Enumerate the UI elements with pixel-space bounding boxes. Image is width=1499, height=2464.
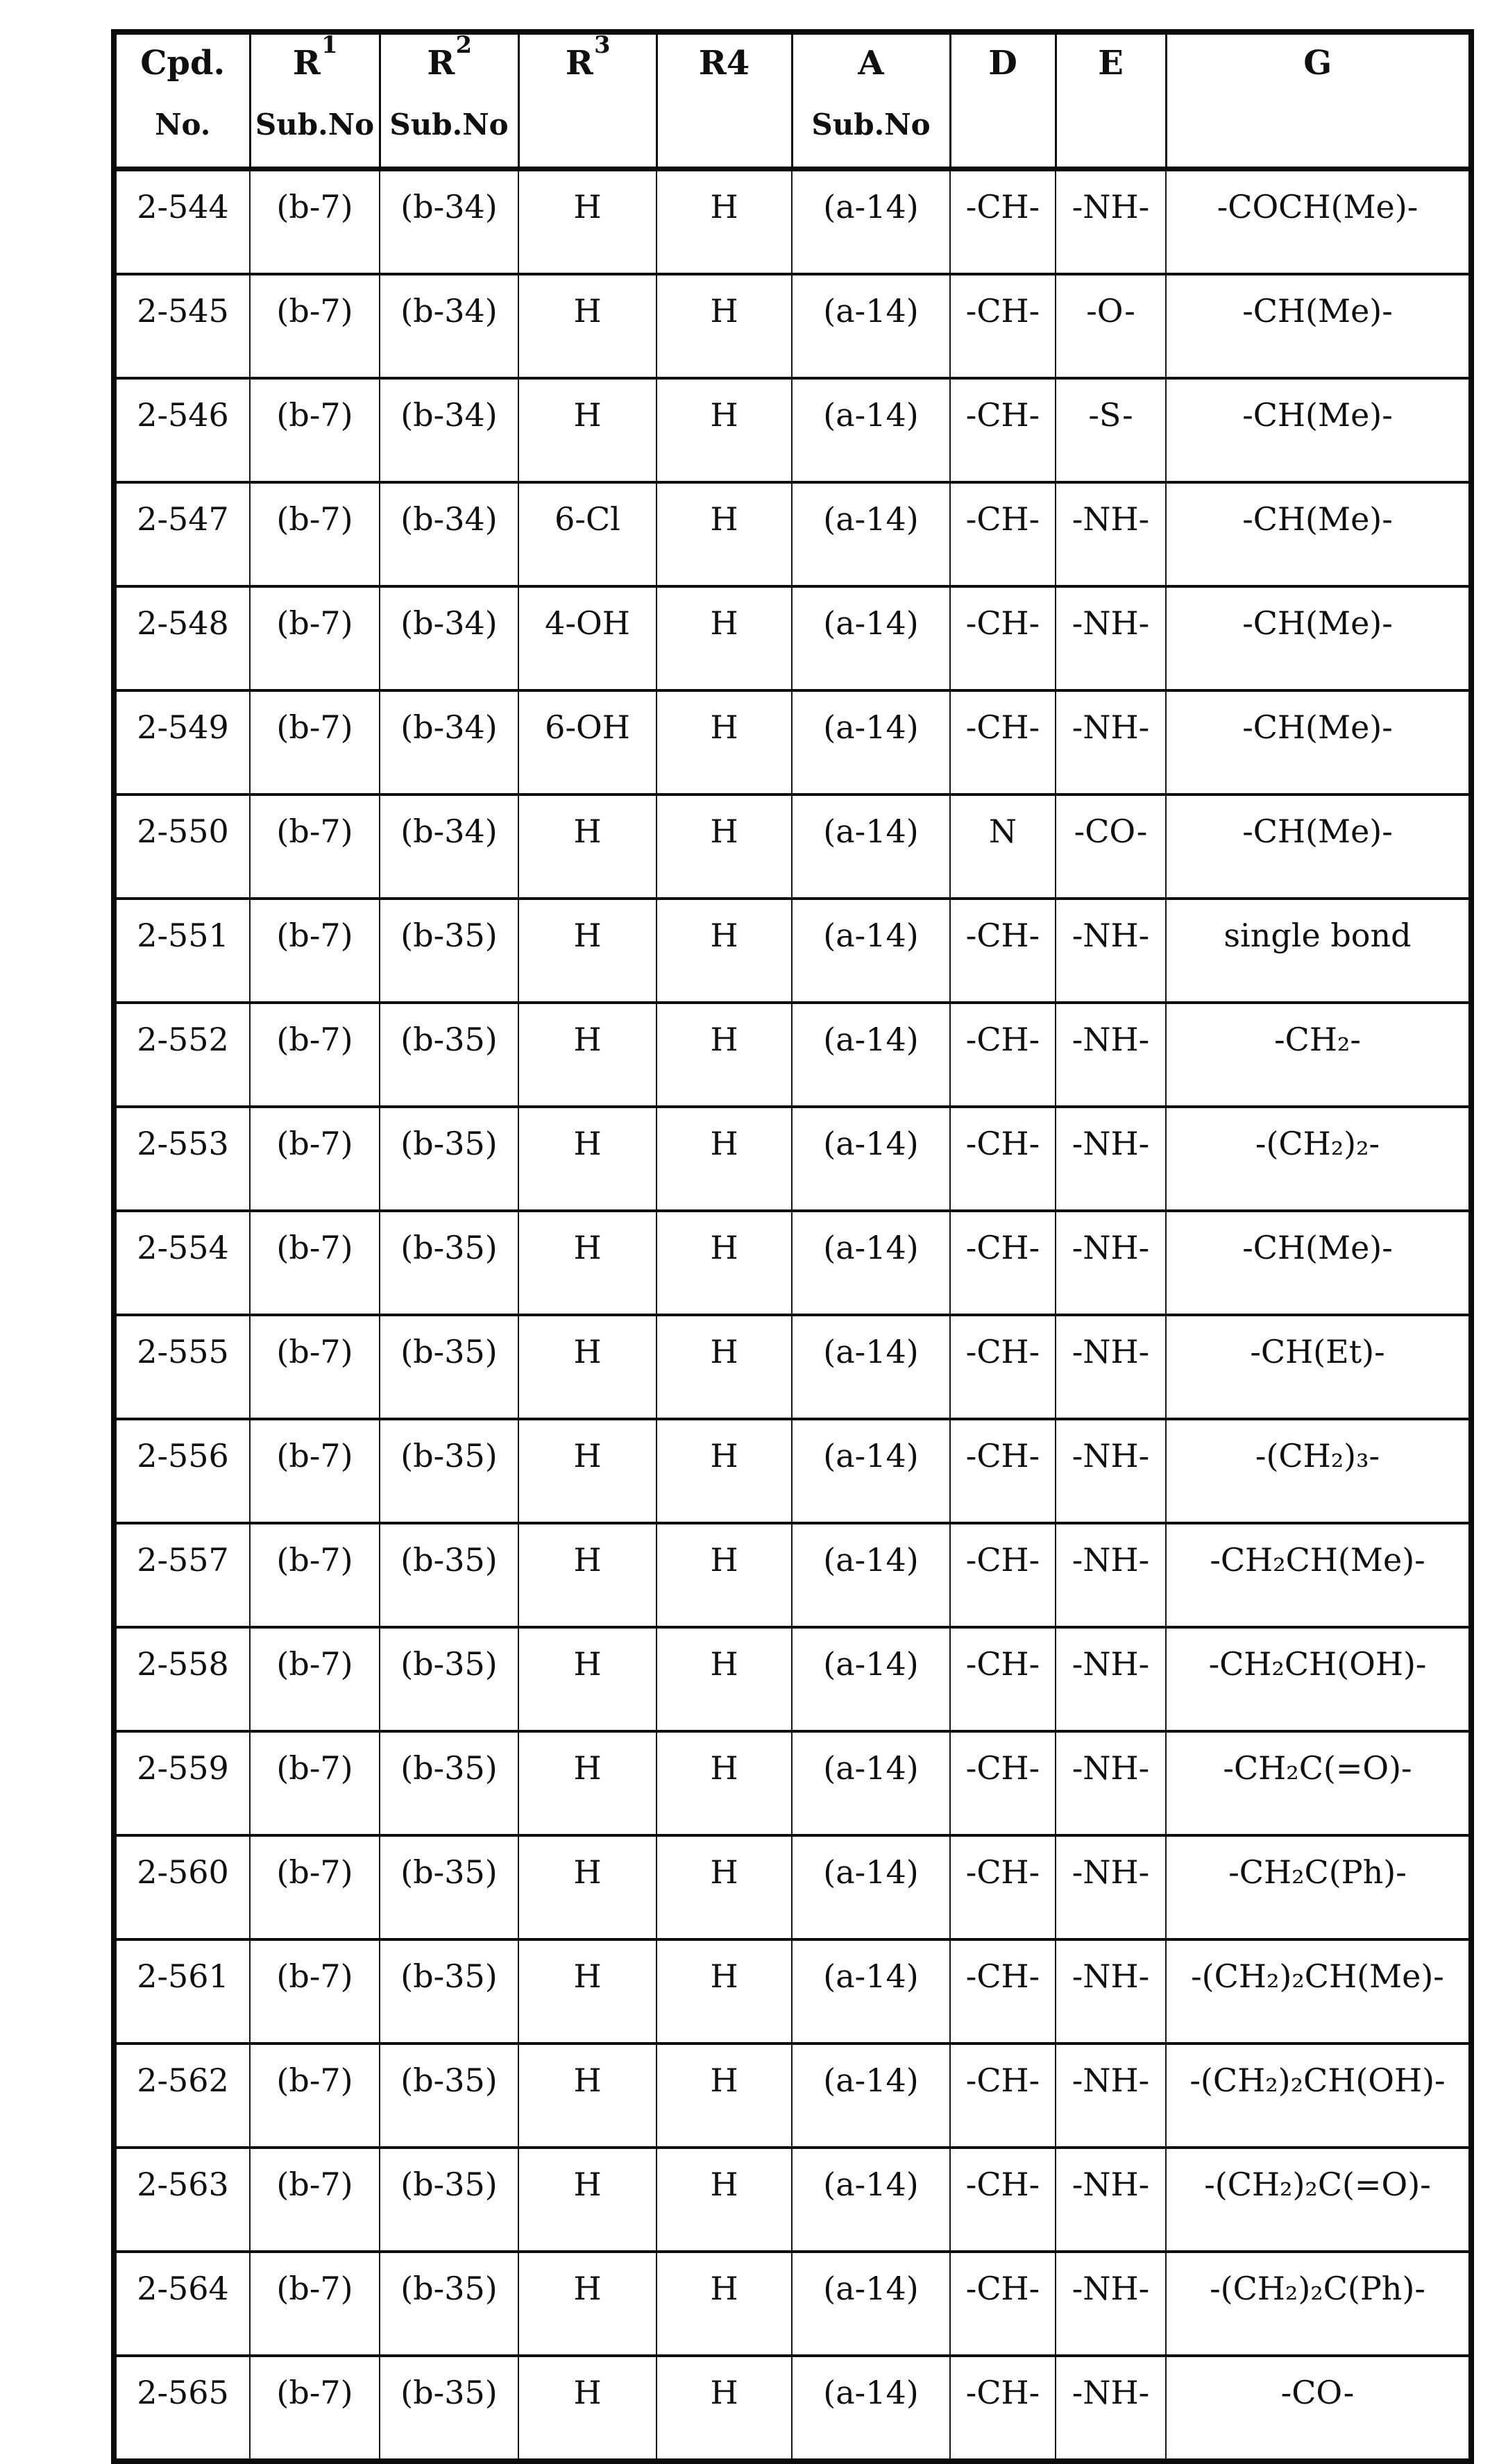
cell-a: (a-14) (792, 1731, 950, 1835)
cell-r4: H (657, 2044, 792, 2148)
header-r2-sublabel: Sub.No (389, 108, 509, 142)
cell-a: (a-14) (792, 1835, 950, 1939)
cell-r3: H (518, 274, 657, 378)
col-header-r3 (518, 32, 657, 169)
cell-d: -CH- (950, 1627, 1056, 1731)
cell-a: (a-14) (792, 1107, 950, 1211)
table-row (114, 1211, 1471, 1315)
cell-r2: (b-34) (380, 795, 518, 899)
cell-g: -CH(Me)- (1166, 378, 1471, 482)
cell-r2: (b-35) (380, 2148, 518, 2252)
cell-r3: H (518, 1835, 657, 1939)
table-row (114, 899, 1471, 1003)
cell-r3: H (518, 1315, 657, 1419)
cell-e: -NH- (1056, 899, 1166, 1003)
col-header-r1 (250, 32, 380, 169)
cell-g: -CH(Me)- (1166, 586, 1471, 690)
cell-e: -NH- (1056, 1835, 1166, 1939)
header-a-sublabel: Sub.No (811, 108, 931, 142)
cell-a: (a-14) (792, 378, 950, 482)
cell-r4: H (657, 1211, 792, 1315)
cell-a: (a-14) (792, 899, 950, 1003)
cell-r1: (b-7) (250, 1107, 380, 1211)
header-r2-label: $R^2$ (427, 30, 472, 83)
cell-a: (a-14) (792, 690, 950, 795)
col-header-g (1166, 32, 1471, 169)
cell-r4: H (657, 1939, 792, 2044)
cell-r3: H (518, 1627, 657, 1731)
col-header-d (950, 32, 1056, 169)
table-row (114, 690, 1471, 795)
cell-cpd-no: 2-565 (114, 2356, 250, 2461)
table-row (114, 1835, 1471, 1939)
cell-e: -NH- (1056, 2252, 1166, 2356)
cell-r4: H (657, 378, 792, 482)
cell-d: -CH- (950, 2252, 1056, 2356)
cell-r2: (b-34) (380, 169, 518, 275)
cell-a: (a-14) (792, 1419, 950, 1523)
header-cpd-label: Cpd. (140, 44, 226, 83)
cell-cpd-no: 2-561 (114, 1939, 250, 2044)
cell-r4: H (657, 2252, 792, 2356)
cell-r4: H (657, 2148, 792, 2252)
cell-r3: H (518, 1211, 657, 1315)
cell-r4: H (657, 1731, 792, 1835)
cell-r2: (b-35) (380, 1731, 518, 1835)
cell-r2: (b-35) (380, 1107, 518, 1211)
col-header-cpd-no (114, 32, 250, 169)
header-r1-sublabel: Sub.No (255, 108, 375, 142)
cell-d: -CH- (950, 274, 1056, 378)
cell-g: -CH(Et)- (1166, 1315, 1471, 1419)
cell-d: -CH- (950, 1939, 1056, 2044)
table-row (114, 1419, 1471, 1523)
table-body (114, 169, 1471, 2462)
cell-g: -COCH(Me)- (1166, 169, 1471, 275)
cell-d: -CH- (950, 1003, 1056, 1107)
header-row (114, 32, 1471, 169)
cell-a: (a-14) (792, 1003, 950, 1107)
cell-e: -NH- (1056, 1731, 1166, 1835)
cell-r3: H (518, 2044, 657, 2148)
cell-cpd-no: 2-555 (114, 1315, 250, 1419)
cell-a: (a-14) (792, 2148, 950, 2252)
header-r4-label: R4 (698, 44, 750, 83)
cell-g: -CO- (1166, 2356, 1471, 2461)
cell-a: (a-14) (792, 1211, 950, 1315)
cell-g: -CH₂C(=O)- (1166, 1731, 1471, 1835)
cell-a: (a-14) (792, 2356, 950, 2461)
header-cpd-sublabel: No. (155, 108, 211, 142)
cell-cpd-no: 2-553 (114, 1107, 250, 1211)
cell-r1: (b-7) (250, 1835, 380, 1939)
cell-r3: H (518, 1107, 657, 1211)
compound-table (111, 29, 1474, 2464)
cell-r1: (b-7) (250, 1211, 380, 1315)
cell-d: -CH- (950, 2148, 1056, 2252)
cell-cpd-no: 2-547 (114, 482, 250, 586)
cell-r3: H (518, 378, 657, 482)
cell-g: -(CH₂)₃- (1166, 1419, 1471, 1523)
cell-r1: (b-7) (250, 378, 380, 482)
cell-cpd-no: 2-563 (114, 2148, 250, 2252)
cell-d: -CH- (950, 2356, 1056, 2461)
cell-d: -CH- (950, 1211, 1056, 1315)
cell-r2: (b-35) (380, 2044, 518, 2148)
cell-r2: (b-34) (380, 378, 518, 482)
cell-g: -(CH₂)₂CH(Me)- (1166, 1939, 1471, 2044)
table-row (114, 2356, 1471, 2461)
cell-g: -CH₂C(Ph)- (1166, 1835, 1471, 1939)
cell-r2: (b-35) (380, 1523, 518, 1627)
cell-e: -NH- (1056, 1523, 1166, 1627)
cell-cpd-no: 2-549 (114, 690, 250, 795)
cell-g: -(CH₂)₂C(=O)- (1166, 2148, 1471, 2252)
cell-r2: (b-35) (380, 1003, 518, 1107)
cell-e: -S- (1056, 378, 1166, 482)
cell-r1: (b-7) (250, 1523, 380, 1627)
cell-cpd-no: 2-545 (114, 274, 250, 378)
cell-d: -CH- (950, 1419, 1056, 1523)
cell-r1: (b-7) (250, 795, 380, 899)
cell-a: (a-14) (792, 586, 950, 690)
cell-e: -NH- (1056, 1107, 1166, 1211)
header-r1-label: $R^1$ (292, 30, 338, 83)
header-e-label: E (1098, 44, 1124, 83)
cell-d: N (950, 795, 1056, 899)
cell-r4: H (657, 1419, 792, 1523)
cell-r1: (b-7) (250, 1731, 380, 1835)
table-row (114, 274, 1471, 378)
table-row (114, 1731, 1471, 1835)
cell-r4: H (657, 586, 792, 690)
table-row (114, 2252, 1471, 2356)
cell-r4: H (657, 1835, 792, 1939)
cell-cpd-no: 2-562 (114, 2044, 250, 2148)
cell-r2: (b-34) (380, 482, 518, 586)
cell-e: -NH- (1056, 2044, 1166, 2148)
cell-cpd-no: 2-559 (114, 1731, 250, 1835)
cell-cpd-no: 2-554 (114, 1211, 250, 1315)
cell-e: -NH- (1056, 169, 1166, 275)
table-row (114, 586, 1471, 690)
cell-r1: (b-7) (250, 899, 380, 1003)
cell-r2: (b-34) (380, 586, 518, 690)
cell-e: -NH- (1056, 586, 1166, 690)
cell-e: -NH- (1056, 1939, 1166, 2044)
cell-r2: (b-35) (380, 2356, 518, 2461)
cell-r2: (b-35) (380, 1211, 518, 1315)
cell-r3: 6-OH (518, 690, 657, 795)
header-r3-label: $R^3$ (565, 30, 611, 83)
cell-e: -NH- (1056, 690, 1166, 795)
cell-r1: (b-7) (250, 2356, 380, 2461)
cell-g: -CH₂CH(Me)- (1166, 1523, 1471, 1627)
cell-d: -CH- (950, 1835, 1056, 1939)
table-row (114, 1627, 1471, 1731)
cell-a: (a-14) (792, 795, 950, 899)
cell-a: (a-14) (792, 274, 950, 378)
cell-g: -CH₂- (1166, 1003, 1471, 1107)
header-d-label: D (988, 44, 1017, 83)
cell-r3: H (518, 1939, 657, 2044)
cell-r1: (b-7) (250, 1419, 380, 1523)
cell-a: (a-14) (792, 2252, 950, 2356)
cell-d: -CH- (950, 378, 1056, 482)
cell-r4: H (657, 1003, 792, 1107)
cell-r4: H (657, 274, 792, 378)
cell-cpd-no: 2-550 (114, 795, 250, 899)
cell-d: -CH- (950, 2044, 1056, 2148)
cell-cpd-no: 2-544 (114, 169, 250, 275)
cell-a: (a-14) (792, 1315, 950, 1419)
cell-r3: H (518, 2356, 657, 2461)
col-header-a (792, 32, 950, 169)
cell-e: -NH- (1056, 2356, 1166, 2461)
table-row (114, 482, 1471, 586)
cell-r2: (b-35) (380, 1419, 518, 1523)
cell-r3: H (518, 1003, 657, 1107)
cell-r3: H (518, 169, 657, 275)
cell-a: (a-14) (792, 482, 950, 586)
table-row (114, 1003, 1471, 1107)
cell-e: -NH- (1056, 1315, 1166, 1419)
table-header (114, 32, 1471, 169)
cell-g: -CH₂CH(OH)- (1166, 1627, 1471, 1731)
cell-r3: H (518, 1419, 657, 1523)
table-row (114, 378, 1471, 482)
cell-e: -NH- (1056, 1003, 1166, 1107)
table-row (114, 1107, 1471, 1211)
cell-g: -CH(Me)- (1166, 1211, 1471, 1315)
table-row (114, 795, 1471, 899)
cell-e: -NH- (1056, 482, 1166, 586)
header-g-label: G (1303, 44, 1332, 83)
cell-r1: (b-7) (250, 169, 380, 275)
cell-d: -CH- (950, 586, 1056, 690)
cell-d: -CH- (950, 899, 1056, 1003)
cell-cpd-no: 2-546 (114, 378, 250, 482)
cell-d: -CH- (950, 482, 1056, 586)
cell-r1: (b-7) (250, 1003, 380, 1107)
col-header-e (1056, 32, 1166, 169)
cell-r4: H (657, 1315, 792, 1419)
cell-cpd-no: 2-551 (114, 899, 250, 1003)
cell-r1: (b-7) (250, 274, 380, 378)
table-row (114, 1523, 1471, 1627)
cell-r4: H (657, 2356, 792, 2461)
cell-r1: (b-7) (250, 2148, 380, 2252)
cell-r2: (b-34) (380, 274, 518, 378)
cell-d: -CH- (950, 690, 1056, 795)
cell-d: -CH- (950, 1315, 1056, 1419)
cell-cpd-no: 2-552 (114, 1003, 250, 1107)
cell-r2: (b-35) (380, 1315, 518, 1419)
table-row (114, 1939, 1471, 2044)
cell-d: -CH- (950, 1731, 1056, 1835)
cell-d: -CH- (950, 1107, 1056, 1211)
cell-r4: H (657, 482, 792, 586)
cell-r2: (b-34) (380, 690, 518, 795)
cell-r2: (b-35) (380, 2252, 518, 2356)
cell-d: -CH- (950, 1523, 1056, 1627)
cell-r4: H (657, 795, 792, 899)
cell-r1: (b-7) (250, 1939, 380, 2044)
cell-r1: (b-7) (250, 690, 380, 795)
cell-g: -CH(Me)- (1166, 690, 1471, 795)
cell-r3: 4-OH (518, 586, 657, 690)
cell-r1: (b-7) (250, 586, 380, 690)
cell-r4: H (657, 1107, 792, 1211)
cell-e: -NH- (1056, 1419, 1166, 1523)
cell-r2: (b-35) (380, 1627, 518, 1731)
cell-r1: (b-7) (250, 482, 380, 586)
cell-cpd-no: 2-558 (114, 1627, 250, 1731)
cell-r4: H (657, 1523, 792, 1627)
col-header-r4 (657, 32, 792, 169)
cell-r3: H (518, 899, 657, 1003)
cell-g: single bond (1166, 899, 1471, 1003)
cell-a: (a-14) (792, 1627, 950, 1731)
cell-r3: 6-Cl (518, 482, 657, 586)
cell-cpd-no: 2-557 (114, 1523, 250, 1627)
cell-r3: H (518, 2252, 657, 2356)
cell-g: -CH(Me)- (1166, 274, 1471, 378)
cell-cpd-no: 2-564 (114, 2252, 250, 2356)
cell-d: -CH- (950, 169, 1056, 275)
cell-g: -(CH₂)₂- (1166, 1107, 1471, 1211)
table-row (114, 1315, 1471, 1419)
cell-r1: (b-7) (250, 2252, 380, 2356)
cell-r4: H (657, 690, 792, 795)
cell-r1: (b-7) (250, 1627, 380, 1731)
cell-g: -(CH₂)₂CH(OH)- (1166, 2044, 1471, 2148)
cell-r2: (b-35) (380, 1835, 518, 1939)
cell-e: -NH- (1056, 2148, 1166, 2252)
cell-r3: H (518, 2148, 657, 2252)
table-row (114, 169, 1471, 275)
cell-a: (a-14) (792, 169, 950, 275)
cell-r3: H (518, 795, 657, 899)
cell-r3: H (518, 1523, 657, 1627)
cell-r3: H (518, 1731, 657, 1835)
cell-r4: H (657, 1627, 792, 1731)
cell-r2: (b-35) (380, 1939, 518, 2044)
table-row (114, 2148, 1471, 2252)
cell-r1: (b-7) (250, 1315, 380, 1419)
cell-a: (a-14) (792, 2044, 950, 2148)
cell-cpd-no: 2-548 (114, 586, 250, 690)
cell-e: -O- (1056, 274, 1166, 378)
cell-a: (a-14) (792, 1523, 950, 1627)
cell-e: -NH- (1056, 1211, 1166, 1315)
cell-e: -CO- (1056, 795, 1166, 899)
cell-r4: H (657, 169, 792, 275)
cell-cpd-no: 2-556 (114, 1419, 250, 1523)
cell-e: -NH- (1056, 1627, 1166, 1731)
cell-g: -CH(Me)- (1166, 482, 1471, 586)
cell-g: -CH(Me)- (1166, 795, 1471, 899)
cell-cpd-no: 2-560 (114, 1835, 250, 1939)
col-header-r2 (380, 32, 518, 169)
table-row (114, 2044, 1471, 2148)
cell-a: (a-14) (792, 1939, 950, 2044)
cell-g: -(CH₂)₂C(Ph)- (1166, 2252, 1471, 2356)
header-a-label: A (858, 44, 884, 83)
cell-r2: (b-35) (380, 899, 518, 1003)
cell-r4: H (657, 899, 792, 1003)
cell-r1: (b-7) (250, 2044, 380, 2148)
